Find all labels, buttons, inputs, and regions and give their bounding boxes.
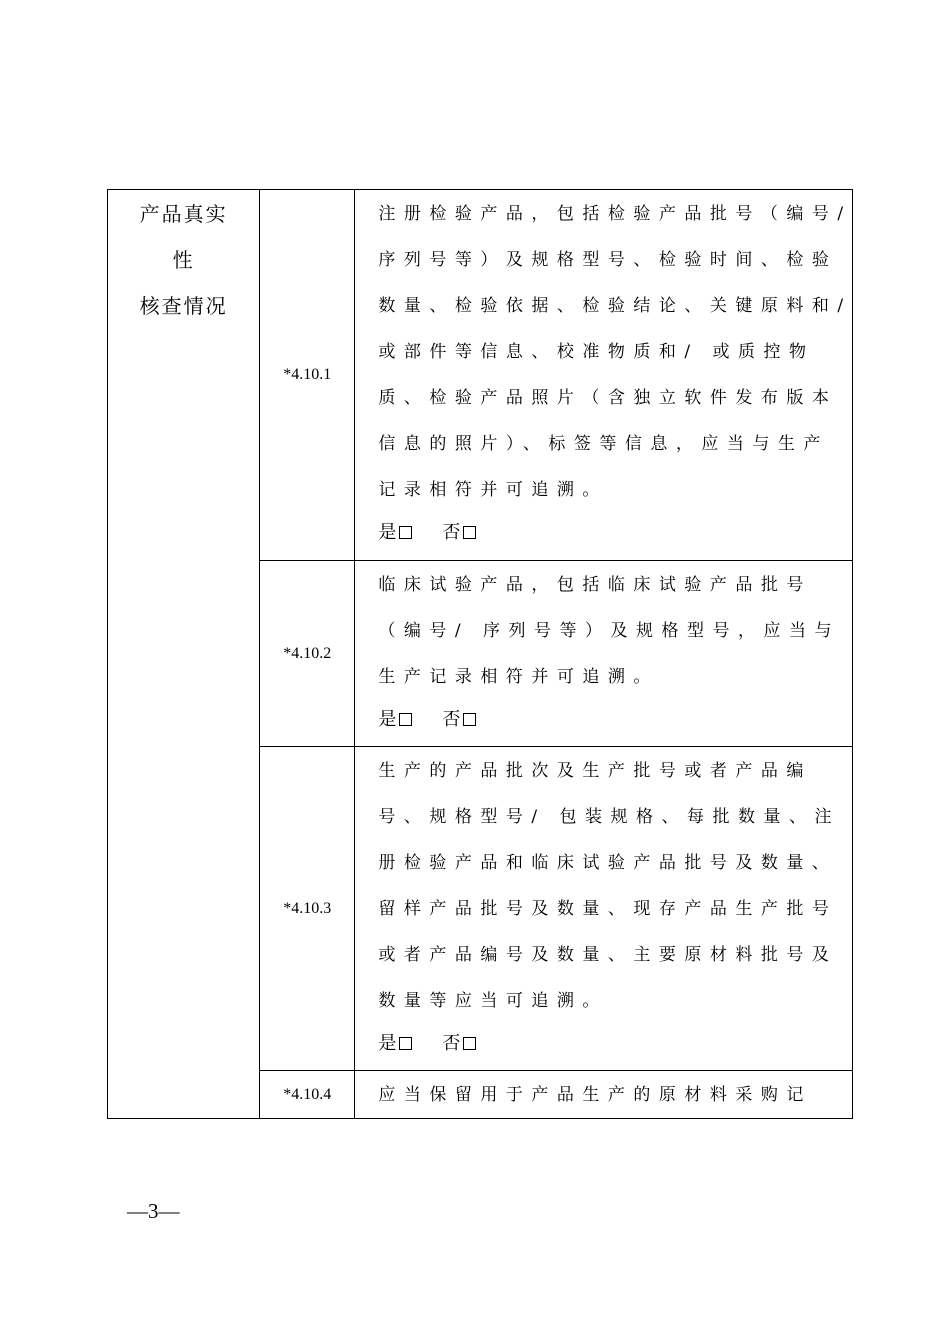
category-line: 性 xyxy=(172,248,195,272)
yes-checkbox[interactable] xyxy=(399,526,412,539)
yes-label: 是 xyxy=(378,1033,397,1054)
category-line: 产品真实 xyxy=(139,202,228,226)
yes-option[interactable] xyxy=(378,1024,412,1064)
no-checkbox[interactable] xyxy=(463,526,476,539)
content-line: 注册检验产品，包括检验产品批号（编号/ xyxy=(378,204,852,224)
no-checkbox[interactable] xyxy=(463,1037,476,1050)
no-label: 否 xyxy=(442,1033,461,1054)
yes-no-options xyxy=(378,513,838,555)
content-line: 或者产品编号及数量、主要原材料批号及 xyxy=(378,945,838,965)
no-label: 否 xyxy=(442,709,461,730)
item-content xyxy=(355,1071,853,1119)
yes-label: 是 xyxy=(378,709,397,730)
no-option[interactable] xyxy=(442,700,476,740)
page-number: —3— xyxy=(127,1199,180,1223)
content-line: 质、检验产品照片（含独立软件发布版本 xyxy=(378,388,838,408)
content-line: 临床试验产品，包括临床试验产品批号 xyxy=(378,575,812,595)
yes-label: 是 xyxy=(378,522,397,543)
no-label: 否 xyxy=(442,522,461,543)
yes-option[interactable] xyxy=(378,700,412,740)
item-code: *4.10.1 xyxy=(260,190,355,561)
content-line: 数量、检验依据、检验结论、关键原料和/ xyxy=(378,296,852,316)
item-code: *4.10.4 xyxy=(260,1071,355,1119)
item-content xyxy=(355,561,853,747)
no-option[interactable] xyxy=(442,1024,476,1064)
yes-option[interactable] xyxy=(378,513,412,553)
content-line: 数量等应当可追溯。 xyxy=(378,991,608,1011)
yes-checkbox[interactable] xyxy=(399,1037,412,1050)
item-code: *4.10.2 xyxy=(260,561,355,747)
content-line: 应当保留用于产品生产的原材料采购记 xyxy=(378,1085,812,1105)
content-line: 生产的产品批次及生产批号或者产品编 xyxy=(378,761,812,781)
content-line: 或部件等信息、校准物质和/ 或质控物 xyxy=(378,342,815,362)
yes-checkbox[interactable] xyxy=(399,713,412,726)
category-line: 核查情况 xyxy=(139,294,228,318)
yes-no-options xyxy=(378,700,838,742)
content-line: （编号/ 序列号等）及规格型号，应当与 xyxy=(378,621,840,641)
item-content xyxy=(355,747,853,1071)
no-option[interactable] xyxy=(442,513,476,553)
inspection-table xyxy=(107,189,853,1119)
item-content xyxy=(355,190,853,561)
no-checkbox[interactable] xyxy=(463,713,476,726)
table-row xyxy=(108,190,853,561)
content-line: 信息的照片）、标签等信息，应当与生产 xyxy=(378,434,829,454)
content-line: 记录相符并可追溯。 xyxy=(378,480,608,500)
content-line: 生产记录相符并可追溯。 xyxy=(378,667,659,687)
category-cell xyxy=(108,190,260,1119)
content-line: 序列号等）及规格型号、检验时间、检验 xyxy=(378,250,838,270)
item-code: *4.10.3 xyxy=(260,747,355,1071)
content-line: 册检验产品和临床试验产品批号及数量、 xyxy=(378,853,838,873)
content-line: 留样产品批号及数量、现存产品生产批号 xyxy=(378,899,838,919)
content-line: 号、规格型号/ 包装规格、每批数量、注 xyxy=(378,807,840,827)
yes-no-options xyxy=(378,1024,838,1066)
